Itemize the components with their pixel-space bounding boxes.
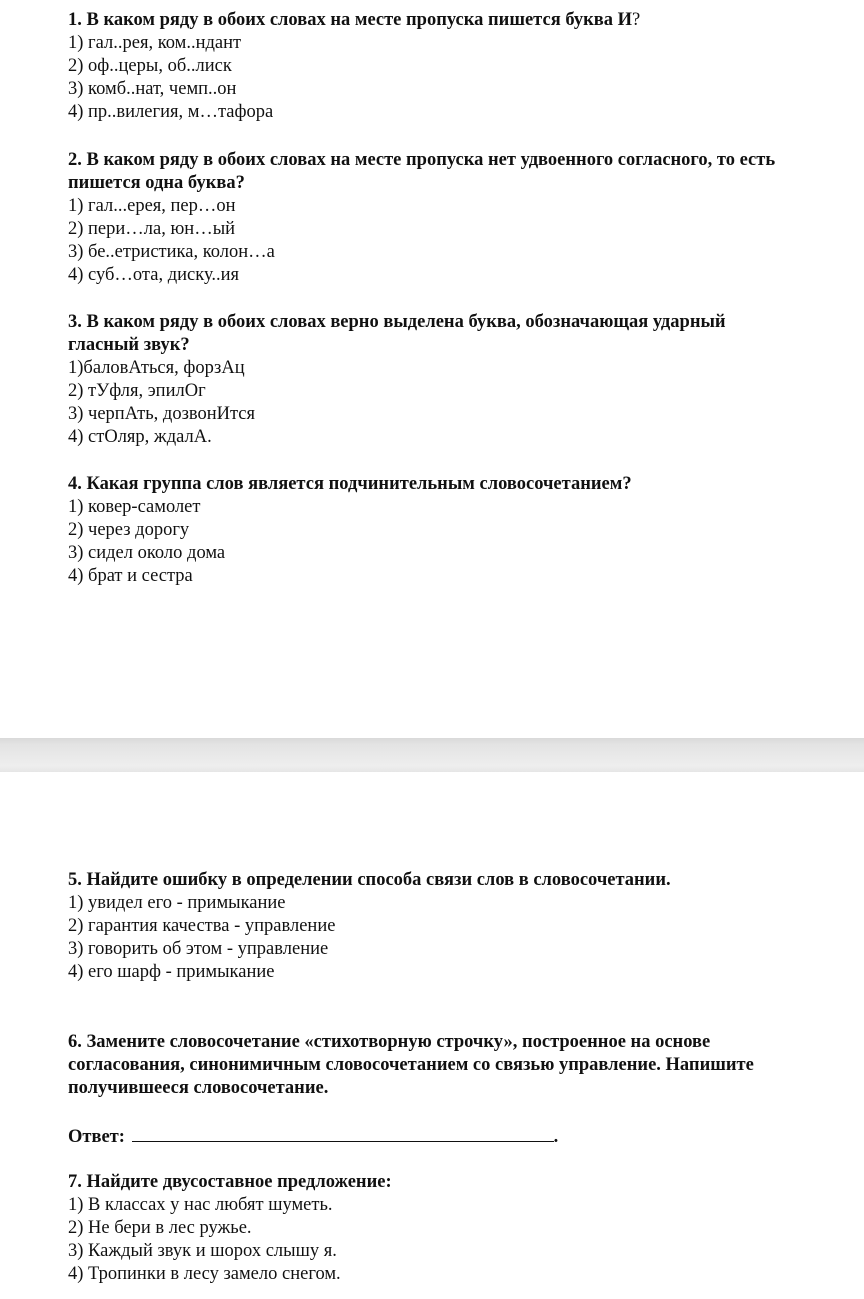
answer-label: Ответ: (68, 1127, 125, 1147)
question-3-option-4: 4) стОляр, ждалА. (68, 427, 212, 447)
question-5 (68, 869, 854, 984)
question-7-option-3: 3) Каждый звук и шорох слышу я. (68, 1241, 337, 1261)
question-5-option-1: 1) увидел его - примыкание (68, 893, 286, 913)
question-6-text-line-2: согласования, синонимичным словосочетанием со связью управление. Напишите (68, 1055, 754, 1075)
question-7-option-4: 4) Тропинки в лесу замело снегом. (68, 1264, 341, 1284)
question-7-title: 7. Найдите двусоставное предложение: (68, 1172, 392, 1192)
question-4-option-1: 1) ковер-самолет (68, 497, 201, 517)
question-1-option-2: 2) оф..церы, об..лиск (68, 56, 232, 76)
question-2-title-line-2: пишется одна буква? (68, 173, 245, 193)
question-4-option-3: 3) сидел около дома (68, 543, 226, 563)
question-6-text-line-1: 6. Замените словосочетание «стихотворную строчку», построенное на основе (68, 1032, 711, 1052)
question-4-title: 4. Какая группа слов является подчинительным словосочетанием? (68, 474, 632, 494)
question-5-option-2: 2) гарантия качества - управление (68, 916, 336, 936)
page-separator (0, 738, 864, 772)
question-1-option-4: 4) пр..вилегия, м…тафора (68, 102, 274, 122)
question-4 (68, 473, 854, 588)
question-2-title-line-1: 2. В каком ряду в обоих словах на месте пропуска нет удвоенного согласного, то есть (68, 150, 776, 170)
question-1-option-1: 1) гал..рея, ком..ндант (68, 33, 242, 53)
question-3-title-line-2: гласный звук? (68, 335, 190, 355)
question-4-option-4: 4) брат и сестра (68, 566, 193, 586)
question-3 (68, 311, 854, 449)
question-2-option-3: 3) бе..етристика, колон…а (68, 242, 275, 262)
question-7-option-2: 2) Не бери в лес ружье. (68, 1218, 252, 1238)
question-7 (68, 1171, 854, 1286)
answer-end-period: . (553, 1127, 559, 1147)
question-6-text-line-3: получившееся словосочетание. (68, 1078, 329, 1098)
document-page-2 (0, 772, 864, 1299)
question-2-option-2: 2) пери…ла, юн…ый (68, 219, 236, 239)
question-5-title: 5. Найдите ошибку в определении способа связи слов в словосочетании. (68, 870, 671, 890)
question-3-option-2: 2) тУфля, эпилОг (68, 381, 206, 401)
question-2-option-1: 1) гал...ерея, пер…он (68, 196, 236, 216)
answer-row (68, 1124, 854, 1149)
answer-blank-line[interactable] (132, 1124, 554, 1142)
question-3-title-line-1: 3. В каком ряду в обоих словах верно выделена буква, обозначающая ударный (68, 312, 726, 332)
question-2 (68, 149, 854, 287)
question-2-option-4: 4) суб…ота, диску..ия (68, 265, 240, 285)
question-7-option-1: 1) В классах у нас любят шуметь. (68, 1195, 333, 1215)
question-1-option-3: 3) комб..нат, чемп..он (68, 79, 237, 99)
question-6 (68, 1031, 854, 1100)
question-3-option-1: 1)баловАться, форзАц (68, 358, 245, 378)
question-1-title: 1. В каком ряду в обоих словах на месте пропуска пишется буква И? (68, 10, 641, 30)
question-3-option-3: 3) черпАть, дозвонИтся (68, 404, 256, 424)
question-4-option-2: 2) через дорогу (68, 520, 190, 540)
question-1 (68, 9, 854, 124)
question-5-option-4: 4) его шарф - примыкание (68, 962, 275, 982)
question-5-option-3: 3) говорить об этом - управление (68, 939, 329, 959)
